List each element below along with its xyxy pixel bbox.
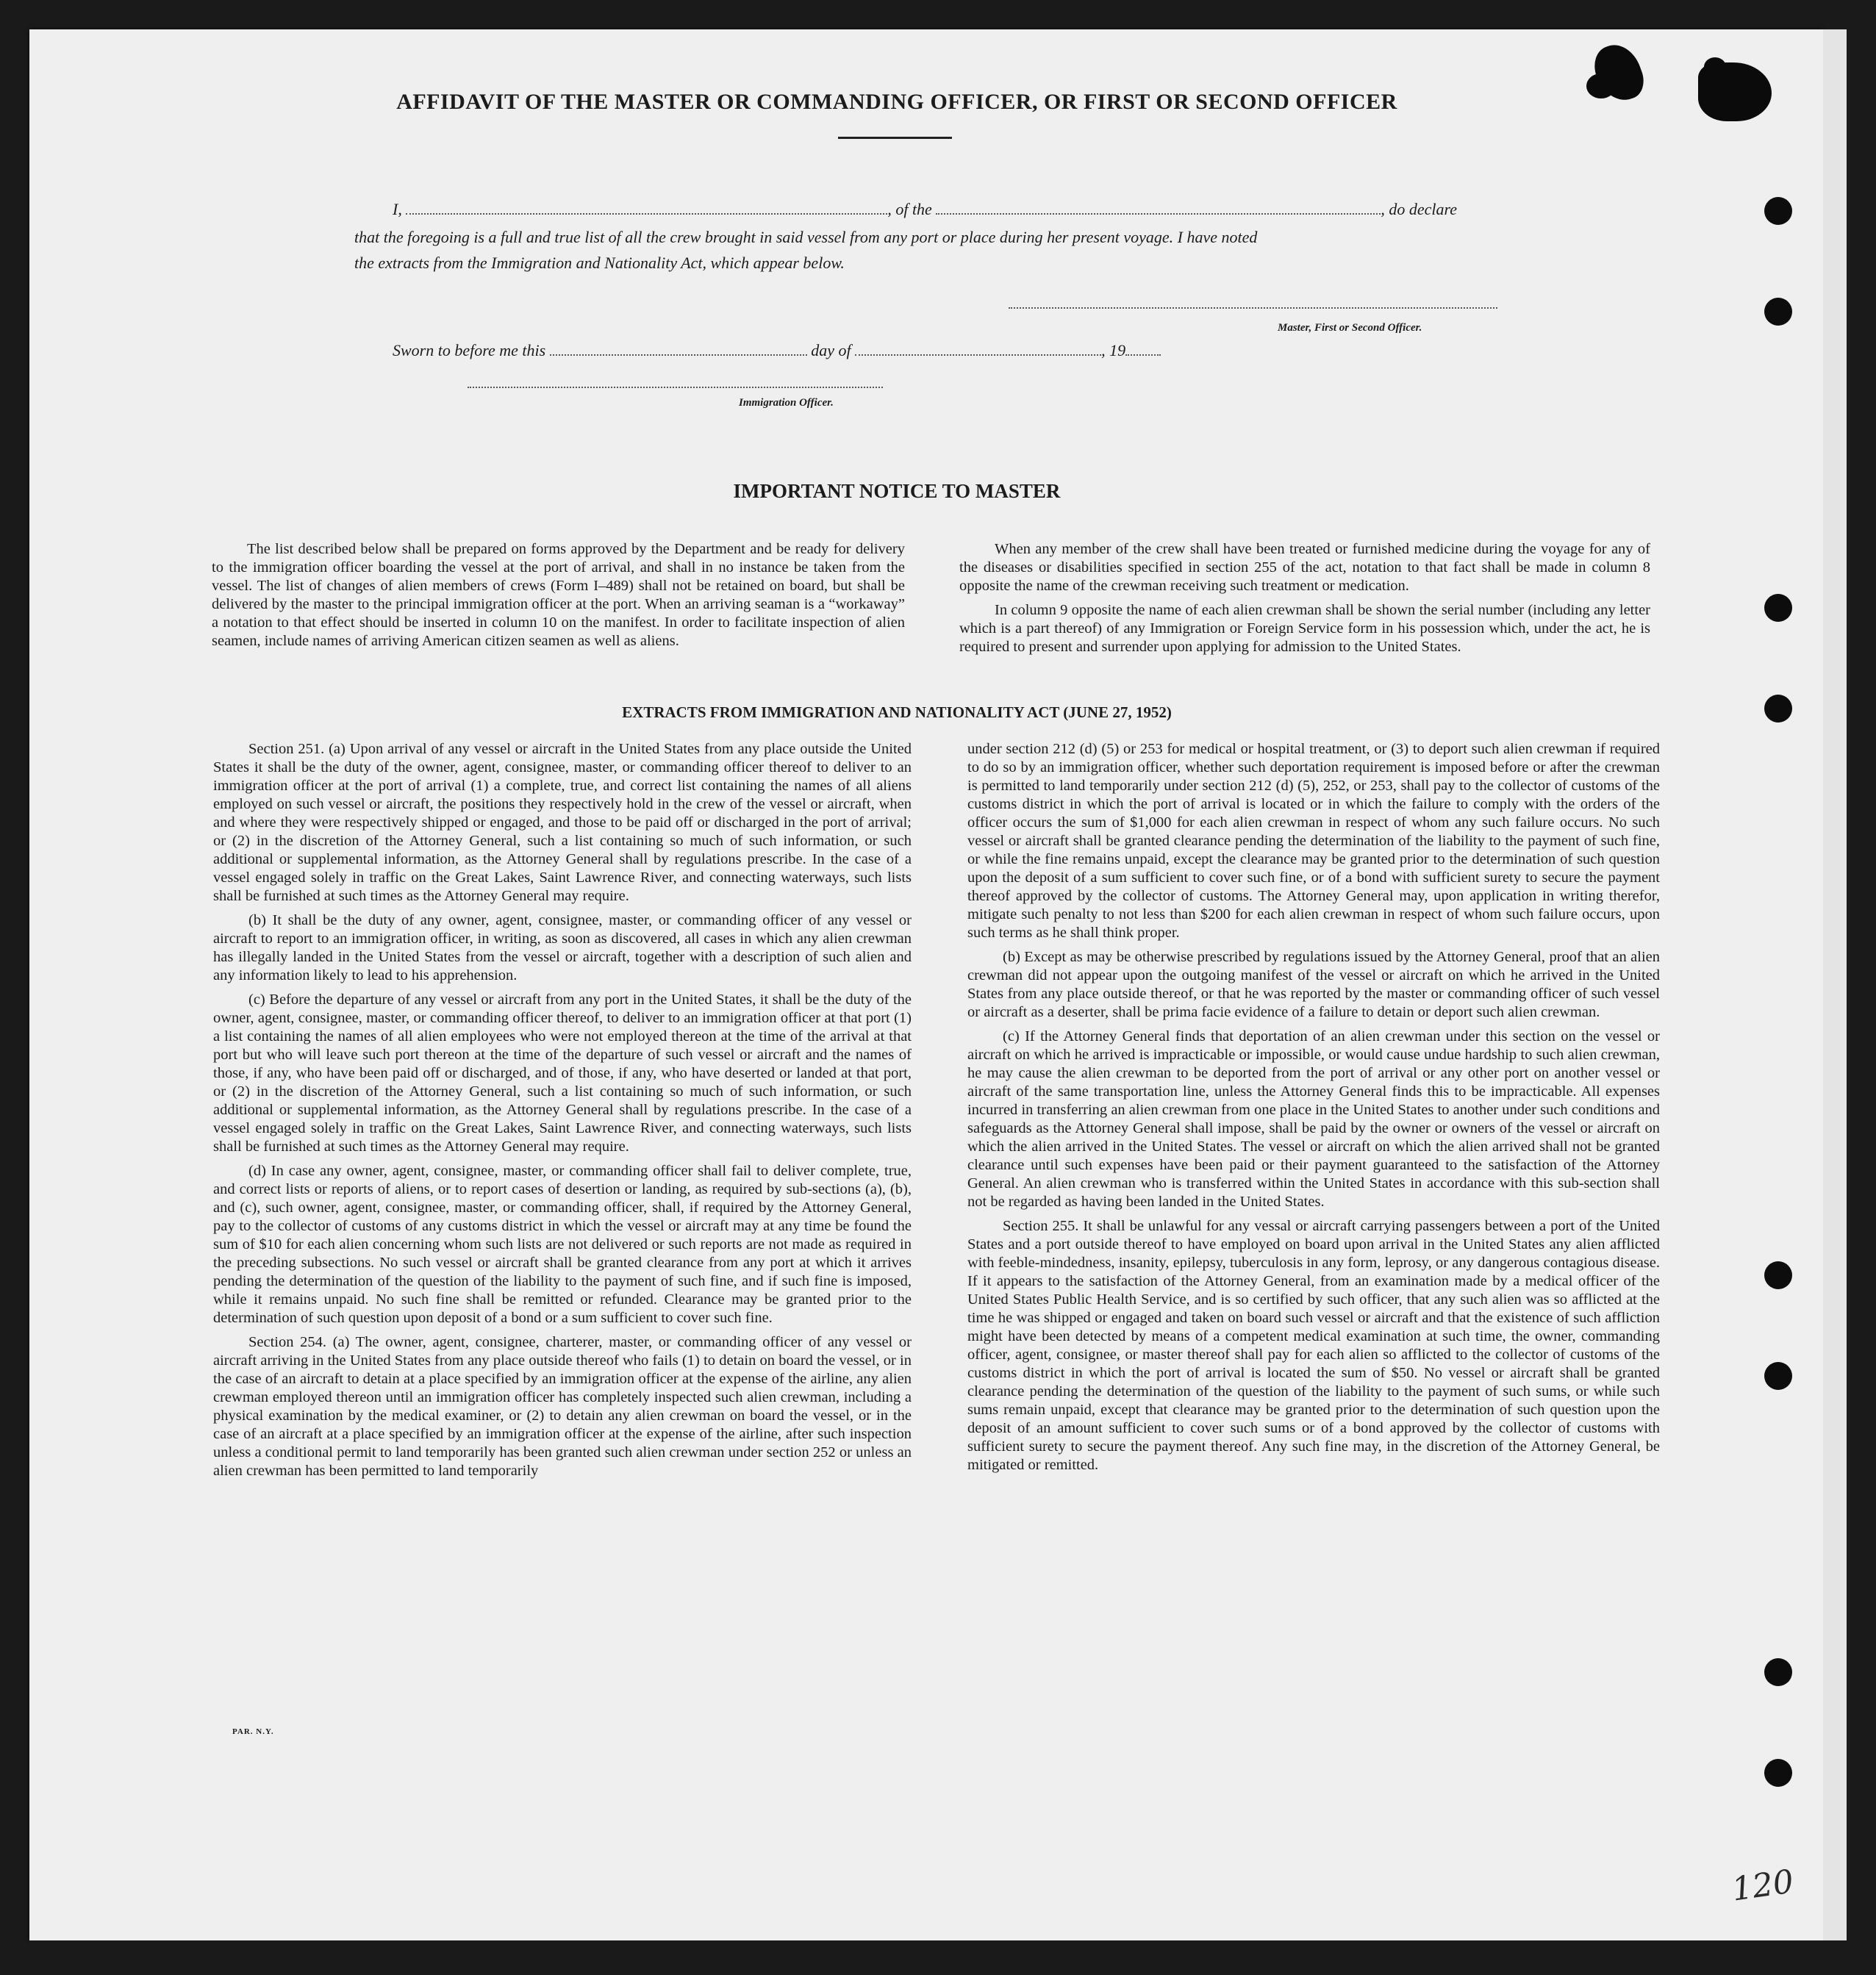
do-declare-label: , do declare (1381, 200, 1457, 218)
statute-paragraph: Section 251. (a) Upon arrival of any vessel or aircraft in the United States from any place outside the United States it shall be the duty of the owner, agent, consignee, master, or commanding officer thereof to deliver to an immigration officer at the port of arrival (1) a complete, true, and correct list containing the names of all aliens employed on such vessel or aircraft, the positions they respectively hold in the crew of the vessel or aircraft, when and where they were respectively shipped or engaged, and those to be paid off or discharged in the port of arrival; or (2) in the discretion of the Attorney General, such a list containing so much of such information, or such additional or supplemental information, as the Attorney General shall by regulations prescribe. In the case of a vessel engaged solely in traffic on the Great Lakes, Saint Lawrence River, and connecting waterways, such lists shall be furnished at such times as the Attorney General may require. (213, 741, 912, 904)
immigration-officer-signature-line[interactable] (468, 387, 883, 388)
page-edge (1823, 29, 1847, 1955)
statute-paragraph: (b) Except as may be otherwise prescribed by regulations issued by the Attorney General, proof that an alien crewman did not appear upon the outgoing manifest of the vessel or aircraft on which he arrived in the United States from any place outside thereof, or that he was reported by the master or commanding officer of such vessel or aircraft as a deserter, shall be prima facie evidence of a failure to detain or deport such alien crewman. (967, 949, 1660, 1020)
declaration-line-1: that the foregoing is a full and true list of all the crew brought in said vessel from any port or place during her present voyage. I have noted (354, 228, 1258, 246)
punch-hole (1764, 197, 1792, 225)
punch-hole (1764, 594, 1792, 622)
statute-paragraph: (d) In case any owner, agent, consignee, master, or commanding officer shall fail to deliver complete, true, and correct lists or reports of aliens, or to report cases of desertion or landing, as required by sub-sections (a), (b), and (c), such owner, agent, consignee, master, or commanding officer, shall, if required by the Attorney General, pay to the collector of customs of any customs district in which the vessel or aircraft may at any time be found the sum of $10 for each alien concerning whom such lists are not delivered or such reports are not made as required in the preceding subsections. No such vessel or aircraft shall be granted clearance from any port at which it arrives pending the determination of the question of the liability to the payment of such fine, and if such fine is imposed, while it remains unpaid. No such fine shall be remitted or refunded. Clearance may be granted prior to the determination of such question upon deposit of a bond or a sum sufficient to cover such fine. (213, 1163, 912, 1326)
declaration-line-2: the extracts from the Immigration and Nationality Act, which appear below. (354, 254, 845, 272)
sworn-day-field[interactable] (550, 351, 807, 356)
master-signature-label: Master, First or Second Officer. (1278, 322, 1422, 334)
notice-paragraph: When any member of the crew shall have been treated or furnished medicine during the voyage for any of the diseases or disabilities specified in section 255 of the act, notation to that fact shall be made in column 8 opposite the name of the crewman receiving such treatment or medication. (959, 541, 1650, 594)
statute-paragraph: under section 212 (d) (5) or 253 for medical or hospital treatment, or (3) to deport such alien crewman if required to do so by an immigration officer, whether such deportation requirement is imposed before or after the crewman is permitted to land temporarily under section 212 (d) (5), 252, or 253, shall pay to the collector of customs of the customs district in which the port of arrival is located or in which the failure to comply with the orders of the officer occurs the sum of $1,000 for each alien crewman in respect of whom any such failure occurs. No such vessel or aircraft shall be granted clearance pending the determination of the liability to the payment of such fine, or while the fine remains unpaid, except the clearance may be granted prior to the determination of such question upon the deposit of a sum sufficient to cover such fine, or of a bond with sufficient surety to secure the payment thereof approved by the collector of customs. The Attorney General may, upon application in writing therefor, mitigate such penalty to not less than $200 for each alien crewman in respect of whom such failure occurs, upon such terms as he shall think proper. (967, 741, 1660, 941)
sworn-year-field[interactable] (1125, 351, 1161, 356)
notice-title: IMPORTANT NOTICE TO MASTER (733, 480, 1061, 502)
sworn-month-field[interactable] (855, 351, 1101, 356)
punch-hole (1764, 298, 1792, 326)
extracts-title: EXTRACTS FROM IMMIGRATION AND NATIONALITY ACT (JUNE 27, 1952) (622, 703, 1172, 721)
extracts-left-column (213, 740, 912, 1486)
name-field[interactable] (406, 210, 887, 215)
immigration-officer-label: Immigration Officer. (739, 397, 834, 409)
year-prefix-label: , 19 (1101, 341, 1126, 359)
statute-paragraph: (c) Before the departure of any vessel or aircraft from any port in the United States, it shall be the duty of the owner, agent, consignee, master, or commanding officer thereof, to deliver to an immigration officer at that port (1) a list containing the names of all alien employees who were not employed thereon at the time of the arrival at that port but who will leave such port thereon at the time of the departure of such vessel or aircraft and the names of those, if any, who have been paid off or discharged, and of those, if any, who have deserted or landed at that port, or (2) in the discretion of the Attorney General, such a list containing so much of such information, or such additional or supplemental information, as the Attorney General shall by regulations prescribe. In the case of a vessel engaged solely in traffic on the Great Lakes, Saint Lawrence River, and connecting waterways, such lists shall be furnished at such times as the Attorney General may require. (213, 992, 912, 1155)
sworn-label: Sworn to before me this (393, 341, 546, 359)
notice-left-column (212, 540, 905, 656)
punch-hole (1764, 1658, 1792, 1686)
notice-right-column (959, 540, 1650, 662)
title-divider (838, 137, 952, 139)
punch-hole (1764, 1362, 1792, 1390)
statute-paragraph: (c) If the Attorney General finds that deportation of an alien crewman under this section on the vessel or aircraft on which he arrived is impracticable or impossible, or would cause undue hardship to such alien crewman, he may cause the alien crewman to be deported from the port of arrival or any other port on another vessel or aircraft of the same transportation line, unless the Attorney General finds this to be impracticable. All expenses incurred in transferring an alien crewman from one place in the United States to another under such conditions and safeguards as the Attorney General shall impose, shall be paid by the owner or owners of the vessel or aircraft on which the alien arrived in the United States. The vessel or aircraft on which the alien arrived shall not be granted clearance until such expenses have been paid or their payment guaranteed to the satisfaction of the Attorney General. An alien crewman who is transferred within the United States in accordance with this sub-section shall not be regarded as having been landed in the United States. (967, 1028, 1660, 1210)
statute-paragraph: Section 255. It shall be unlawful for any vessal or aircraft carrying passengers between a port of the United States and a port outside thereof to have employed on board upon arrival in the United States any alien afflicted with feeble-mindedness, insanity, epilepsy, tuberculosis in any form, leprosy, or any dangerous contagious disease. If it appears to the satisfaction of the Attorney General, from an examination made by a medical officer of the United States Public Health Service, and is so certified by such officer, that any such alien was so afflicted at the time he was shipped or engaged and taken on board such vessel or aircraft and that the existence of such affliction might have been detected by means of a competent medical examination at such time, the owner, commanding officer, agent, consignee, or master thereof shall pay for each alien so afflicted to the collector of customs of the customs district in which the port of arrival is located the sum of $50. No vessel or aircraft shall be granted clearance pending the determination of the question of the liability to the payment of such sums, or while such sums remain unpaid, except that clearance may be granted prior to the determination of such question upon the deposit of an amount sufficient to cover such sums or of a bond approved by the collector of customs with sufficient surety to secure the payment thereof. Any such fine may, in the discretion of the Attorney General, be mitigated or remitted. (967, 1218, 1660, 1473)
sworn-line (393, 341, 1161, 360)
statute-paragraph: Section 254. (a) The owner, agent, consignee, charterer, master, or commanding officer of any vessel or aircraft arriving in the United States from any place outside thereof who fails (1) to detain on board the vessel, or in the case of an aircraft to detain at a place specified by an immigration officer at the expense of the airline, any alien crewman employed thereon until an immigration officer has completely inspected such alien crewman, including a physical examination by the medical examiner, or (2) to detain any alien crewman on board the vessel, or in the case of an aircraft at a place specified by an immigration officer at the expense of the airline, after such inspection unless a conditional permit to land temporarily has been granted such alien crewman under section 252 or unless an alien crewman has been permitted to land temporarily (213, 1334, 912, 1479)
printer-mark: PAR. N.Y. (232, 1727, 274, 1736)
punch-hole (1764, 1759, 1792, 1787)
of-the-label: , of the (887, 200, 932, 218)
vessel-field[interactable] (936, 210, 1381, 215)
notice-paragraph: The list described below shall be prepared on forms approved by the Department and be ready for delivery to the immigration officer boarding the vessel at the port of arrival, and shall in no instance be taken from the vessel. The list of changes of alien members of crews (Form I–489) shall not be retained on board, but shall be delivered by the master to the principal immigration officer at the port. When an arriving seaman is a “workaway” a notation to that effect should be inserted in column 10 on the manifest. In order to facilitate inspection of alien seamen, include names of arriving American citizen seamen as well as aliens. (212, 541, 905, 649)
affidavit-title: AFFIDAVIT OF THE MASTER OR COMMANDING OFFICER, OR FIRST OR SECOND OFFICER (396, 90, 1397, 114)
punch-hole (1764, 1261, 1792, 1289)
day-of-label: day of (811, 341, 851, 359)
notice-paragraph: In column 9 opposite the name of each alien crewman shall be shown the serial number (including any letter which is a part thereof) of any Immigration or Foreign Service form in his possession which, under the act, he is required to present and surrender upon applying for admission to the United States. (959, 602, 1650, 655)
scan-border (29, 1940, 1847, 1975)
affidavit-line-1 (393, 200, 1457, 219)
master-signature-line[interactable] (1009, 307, 1497, 309)
ink-blot (1704, 57, 1726, 76)
handwritten-page-number: 120 (1729, 1863, 1797, 1909)
statute-paragraph: (b) It shall be the duty of any owner, agent, consignee, master, or commanding officer of any vessel or aircraft to report to an immigration officer, in writing, as soon as discovered, all cases in which any alien crewman has illegally landed in the United States from the vessel or aircraft, together with a description of such alien and any information likely to lead to his apprehension. (213, 912, 912, 983)
extracts-right-column (967, 740, 1660, 1480)
i-label: I, (393, 200, 402, 218)
